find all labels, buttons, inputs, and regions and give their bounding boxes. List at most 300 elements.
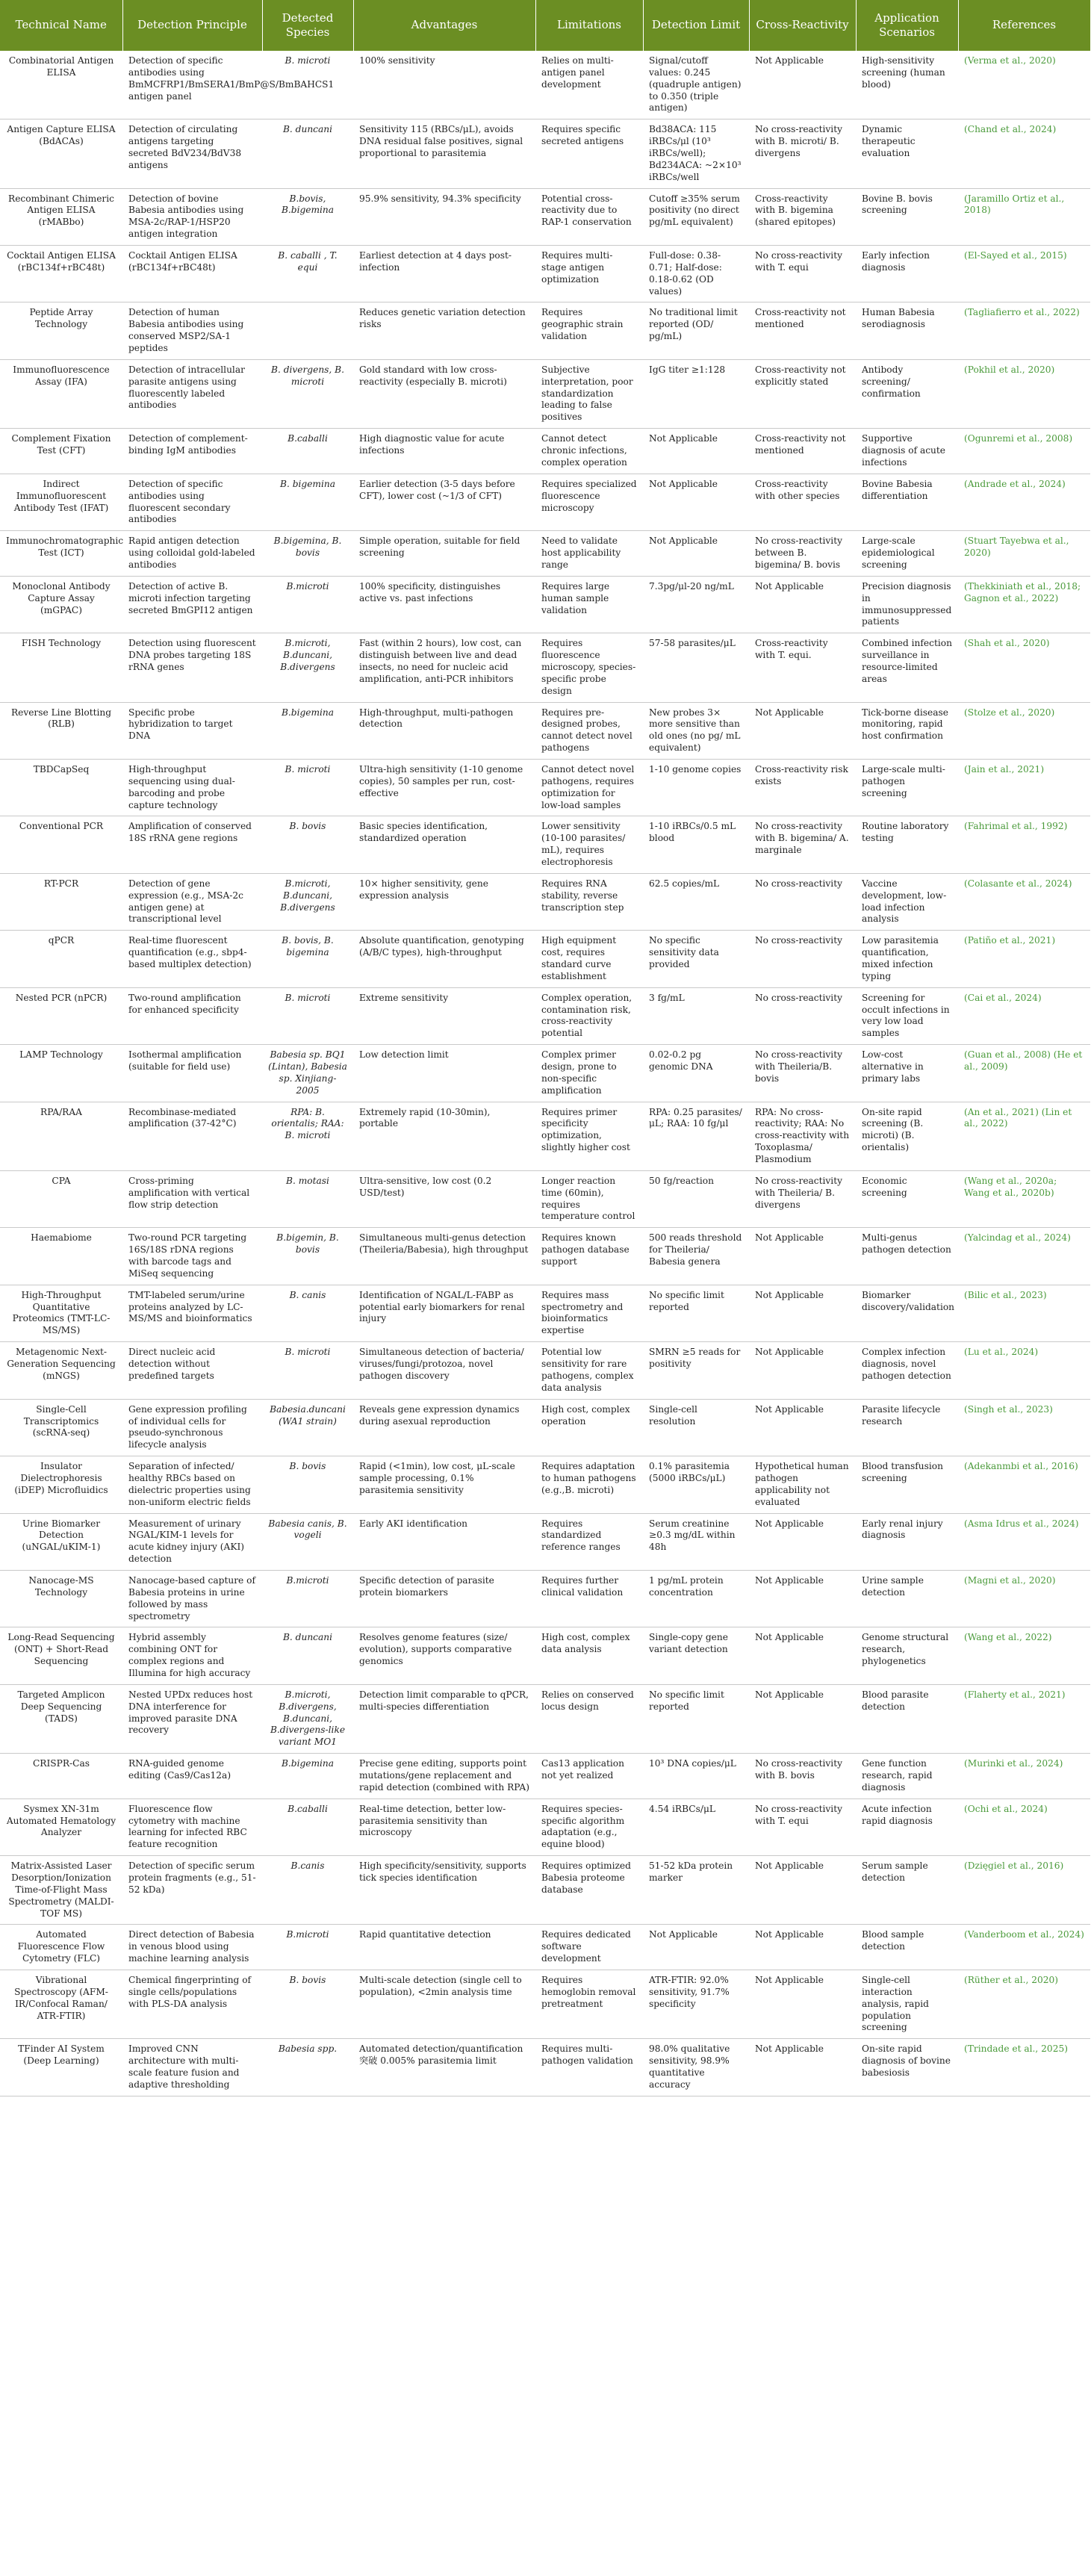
limitations-cell: Requires hemoglobin removal pretreatment: [535, 1970, 643, 2039]
detected-species-cell: B. microti: [262, 759, 353, 816]
table-row: [0, 1513, 1090, 1570]
cross-reactivity-cell: Not Applicable: [749, 1342, 856, 1399]
table-row: [0, 633, 1090, 702]
advantages-cell: Earliest detection at 4 days post-infection: [353, 246, 535, 302]
detection-limit-cell: Single-cell resolution: [643, 1399, 749, 1456]
detection-limit-cell: Full-dose: 0.38-0.71; Half-dose: 0.18-0.62 (OD values): [643, 246, 749, 302]
reference-link[interactable]: (Verma et al., 2020): [958, 51, 1090, 120]
application-scenarios-cell: Supportive diagnosis of acute infections: [856, 429, 958, 474]
detection-limit-cell: 3 fg/mL: [643, 987, 749, 1044]
technical-name-cell: Matrix-Assisted Laser Desorption/Ionization Time-of-Flight Mass Spectrometry (MALDI-TOF MS): [0, 1856, 122, 1925]
detected-species-cell: B.microti: [262, 1570, 353, 1627]
reference-link[interactable]: (Andrade et al., 2024): [958, 474, 1090, 530]
table-row: [0, 1170, 1090, 1227]
reference-link[interactable]: (Vanderboom et al., 2024): [958, 1925, 1090, 1970]
application-scenarios-cell: Bovine B. bovis screening: [856, 188, 958, 245]
header-limitations: Limitations: [535, 0, 643, 51]
limitations-cell: High cost, complex data analysis: [535, 1627, 643, 1684]
detected-species-cell: Babesia sp. BQ1 (Lintan), Babesia sp. Xinjiang-2005: [262, 1045, 353, 1102]
reference-link[interactable]: (Stuart Tayebwa et al., 2020): [958, 531, 1090, 577]
advantages-cell: Reveals gene expression dynamics during asexual reproduction: [353, 1399, 535, 1456]
table-header-row: [0, 0, 1090, 51]
detection-principle-cell: Measurement of urinary NGAL/KIM-1 levels for acute kidney injury (AKI) detection: [122, 1513, 262, 1570]
detected-species-cell: B.bigemina: [262, 702, 353, 759]
detection-limit-cell: ATR-FTIR: 92.0% sensitivity, 91.7% specificity: [643, 1970, 749, 2039]
header-references: References: [958, 0, 1090, 51]
detected-species-cell: RPA: B. orientalis; RAA: B. microti: [262, 1102, 353, 1170]
limitations-cell: Requires known pathogen database support: [535, 1228, 643, 1285]
reference-link[interactable]: (Dzięgiel et al., 2016): [958, 1856, 1090, 1925]
technical-name-cell: Reverse Line Blotting (RLB): [0, 702, 122, 759]
detection-principle-cell: Cross-priming amplification with vertical flow strip detection: [122, 1170, 262, 1227]
technical-name-cell: RPA/RAA: [0, 1102, 122, 1170]
reference-link[interactable]: (Shah et al., 2020): [958, 633, 1090, 702]
application-scenarios-cell: Antibody screening/ confirmation: [856, 359, 958, 428]
technical-name-cell: Recombinant Chimeric Antigen ELISA (rMABbo): [0, 188, 122, 245]
cross-reactivity-cell: Not Applicable: [749, 576, 856, 633]
advantages-cell: Real-time detection, better low-parasitemia sensitivity than microscopy: [353, 1798, 535, 1855]
detection-limit-cell: 50 fg/reaction: [643, 1170, 749, 1227]
advantages-cell: 100% sensitivity: [353, 51, 535, 120]
table-row: [0, 1925, 1090, 1970]
advantages-cell: Rapid (<1min), low cost, μL-scale sample processing, 0.1% parasitemia sensitivity: [353, 1456, 535, 1513]
detection-principle-cell: Two-round amplification for enhanced specificity: [122, 987, 262, 1044]
detection-principle-cell: Direct detection of Babesia in venous blood using machine learning analysis: [122, 1925, 262, 1970]
detected-species-cell: B.bigemin, B. bovis: [262, 1228, 353, 1285]
reference-link[interactable]: (El-Sayed et al., 2015): [958, 246, 1090, 302]
detection-principle-cell: Direct nucleic acid detection without predefined targets: [122, 1342, 262, 1399]
table-row: [0, 1456, 1090, 1513]
technical-name-cell: TFinder AI System (Deep Learning): [0, 2039, 122, 2096]
application-scenarios-cell: Biomarker discovery/validation: [856, 1285, 958, 1341]
detection-principle-cell: Detection of complement-binding IgM antibodies: [122, 429, 262, 474]
cross-reactivity-cell: Not Applicable: [749, 1925, 856, 1970]
technical-name-cell: Combinatorial Antigen ELISA: [0, 51, 122, 120]
cross-reactivity-cell: Not Applicable: [749, 1399, 856, 1456]
reference-link[interactable]: (Colasante et al., 2024): [958, 873, 1090, 930]
cross-reactivity-cell: Not Applicable: [749, 702, 856, 759]
limitations-cell: Requires geographic strain validation: [535, 302, 643, 359]
detection-limit-cell: 51-52 kDa protein marker: [643, 1856, 749, 1925]
cross-reactivity-cell: No cross-reactivity with T. equi: [749, 1798, 856, 1855]
table-row: [0, 429, 1090, 474]
detected-species-cell: B.microti, B.divergens, B.duncani, B.divergens-like variant MO1: [262, 1684, 353, 1753]
detected-species-cell: B. duncani: [262, 120, 353, 188]
reference-link[interactable]: (An et al., 2021) (Lin et al., 2022): [958, 1102, 1090, 1170]
detection-limit-cell: Cutoff ≥35% serum positivity (no direct pg/mL equivalent): [643, 188, 749, 245]
advantages-cell: Detection limit comparable to qPCR, multi-species differentiation: [353, 1684, 535, 1753]
detected-species-cell: B.microti: [262, 1925, 353, 1970]
advantages-cell: Gold standard with low cross-reactivity (especially B. microti): [353, 359, 535, 428]
detection-principle-cell: Detection of bovine Babesia antibodies using MSA-2c/RAP-1/HSP20 antigen integration: [122, 188, 262, 245]
detected-species-cell: B. bigemina: [262, 474, 353, 530]
technical-name-cell: Cocktail Antigen ELISA (rBC134f+rBC48t): [0, 246, 122, 302]
application-scenarios-cell: Screening for occult infections in very low load samples: [856, 987, 958, 1044]
technical-name-cell: RT-PCR: [0, 873, 122, 930]
reference-link[interactable]: (Murinki et al., 2024): [958, 1754, 1090, 1799]
table-row: [0, 302, 1090, 359]
limitations-cell: Requires further clinical validation: [535, 1570, 643, 1627]
detection-limit-cell: RPA: 0.25 parasites/ μL; RAA: 10 fg/μl: [643, 1102, 749, 1170]
technical-name-cell: High-Throughput Quantitative Proteomics (TMT-LC-MS/MS): [0, 1285, 122, 1341]
detection-limit-cell: SMRN ≥5 reads for positivity: [643, 1342, 749, 1399]
reference-link[interactable]: (Wang et al., 2020a; Wang et al., 2020b): [958, 1170, 1090, 1227]
advantages-cell: 100% specificity, distinguishes active vs. past infections: [353, 576, 535, 633]
advantages-cell: High specificity/sensitivity, supports tick species identification: [353, 1856, 535, 1925]
detection-limit-cell: 1-10 iRBCs/0.5 mL blood: [643, 816, 749, 873]
technical-name-cell: Immunochromatographic Test (ICT): [0, 531, 122, 577]
technical-name-cell: Complement Fixation Test (CFT): [0, 429, 122, 474]
application-scenarios-cell: On-site rapid screening (B. microti) (B. orientalis): [856, 1102, 958, 1170]
technical-name-cell: Vibrational Spectroscopy (AFM-IR/Confocal Raman/ ATR-FTIR): [0, 1970, 122, 2039]
detection-principle-cell: Rapid antigen detection using colloidal gold-labeled antibodies: [122, 531, 262, 577]
technical-name-cell: qPCR: [0, 931, 122, 987]
detection-principle-cell: Fluorescence flow cytometry with machine learning for infected RBC feature recognition: [122, 1798, 262, 1855]
reference-link[interactable]: (Flaherty et al., 2021): [958, 1684, 1090, 1753]
application-scenarios-cell: Acute infection rapid diagnosis: [856, 1798, 958, 1855]
table-row: [0, 51, 1090, 120]
limitations-cell: Requires specialized fluorescence microscopy: [535, 474, 643, 530]
advantages-cell: Fast (within 2 hours), low cost, can distinguish between live and dead insects, no need for nucleic acid amplification, anti-PCR inhibitors: [353, 633, 535, 702]
detection-principle-cell: Detection of intracellular parasite antigens using fluorescently labeled antibodies: [122, 359, 262, 428]
reference-link[interactable]: (Lu et al., 2024): [958, 1342, 1090, 1399]
application-scenarios-cell: Multi-genus pathogen detection: [856, 1228, 958, 1285]
technical-name-cell: Peptide Array Technology: [0, 302, 122, 359]
application-scenarios-cell: Routine laboratory testing: [856, 816, 958, 873]
table-row: [0, 759, 1090, 816]
table-body: [0, 51, 1090, 2096]
advantages-cell: Simultaneous detection of bacteria/ viruses/fungi/protozoa, novel pathogen discovery: [353, 1342, 535, 1399]
advantages-cell: Ultra-sensitive, low cost (0.2 USD/test): [353, 1170, 535, 1227]
detection-principle-cell: Nested UPDx reduces host DNA interference for improved parasite DNA recovery: [122, 1684, 262, 1753]
cross-reactivity-cell: Not Applicable: [749, 1970, 856, 2039]
application-scenarios-cell: Low-cost alternative in primary labs: [856, 1045, 958, 1102]
cross-reactivity-cell: Not Applicable: [749, 1856, 856, 1925]
application-scenarios-cell: Blood parasite detection: [856, 1684, 958, 1753]
detection-limit-cell: Not Applicable: [643, 474, 749, 530]
detected-species-cell: B. microti: [262, 1342, 353, 1399]
table-row: [0, 1684, 1090, 1753]
detected-species-cell: B. canis: [262, 1285, 353, 1341]
advantages-cell: Automated detection/quantification 突破 0.005% parasitemia limit: [353, 2039, 535, 2096]
reference-link[interactable]: (Tagliafierro et al., 2022): [958, 302, 1090, 359]
technical-name-cell: Monoclonal Antibody Capture Assay (mGPAC): [0, 576, 122, 633]
limitations-cell: Subjective interpretation, poor standardization leading to false positives: [535, 359, 643, 428]
detection-limit-cell: 57-58 parasites/μL: [643, 633, 749, 702]
detection-limit-cell: 62.5 copies/mL: [643, 873, 749, 930]
detection-principle-cell: TMT-labeled serum/urine proteins analyzed by LC-MS/MS and bioinformatics: [122, 1285, 262, 1341]
reference-link[interactable]: (Pokhil et al., 2020): [958, 359, 1090, 428]
detection-limit-cell: Not Applicable: [643, 1925, 749, 1970]
technical-name-cell: Single-Cell Transcriptomics (scRNA-seq): [0, 1399, 122, 1456]
advantages-cell: Ultra-high sensitivity (1-10 genome copies), 50 samples per run, cost-effective: [353, 759, 535, 816]
detection-principle-cell: Detection of active B. microti infection targeting secreted BmGPI12 antigen: [122, 576, 262, 633]
limitations-cell: Requires multi-stage antigen optimization: [535, 246, 643, 302]
reference-link[interactable]: (Magni et al., 2020): [958, 1570, 1090, 1627]
header-detection-principle: Detection Principle: [122, 0, 262, 51]
cross-reactivity-cell: Cross-reactivity with B. bigemina (shared epitopes): [749, 188, 856, 245]
limitations-cell: Requires pre-designed probes, cannot detect novel pathogens: [535, 702, 643, 759]
limitations-cell: Requires adaptation to human pathogens (e.g.,B. microti): [535, 1456, 643, 1513]
cross-reactivity-cell: Not Applicable: [749, 1513, 856, 1570]
reference-link[interactable]: (Rüther et al., 2020): [958, 1970, 1090, 2039]
table-row: [0, 531, 1090, 577]
application-scenarios-cell: Urine sample detection: [856, 1570, 958, 1627]
limitations-cell: Requires specific secreted antigens: [535, 120, 643, 188]
technical-name-cell: LAMP Technology: [0, 1045, 122, 1102]
cross-reactivity-cell: No cross-reactivity with B. microti/ B. divergens: [749, 120, 856, 188]
detection-principle-cell: Detection of specific antibodies using BmMCFRP1/BmSERA1/BmP@S/BmBAHCS1 antigen panel: [122, 51, 262, 120]
reference-link[interactable]: (Patiño et al., 2021): [958, 931, 1090, 987]
detection-limit-cell: New probes 3× more sensitive than old ones (no pg/ mL equivalent): [643, 702, 749, 759]
reference-link[interactable]: (Ogunremi et al., 2008): [958, 429, 1090, 474]
application-scenarios-cell: Parasite lifecycle research: [856, 1399, 958, 1456]
limitations-cell: Cas13 application not yet realized: [535, 1754, 643, 1799]
detected-species-cell: Babesia spp.: [262, 2039, 353, 2096]
limitations-cell: Need to validate host applicability range: [535, 531, 643, 577]
advantages-cell: Extremely rapid (10-30min), portable: [353, 1102, 535, 1170]
detected-species-cell: B.bigemina, B. bovis: [262, 531, 353, 577]
detected-species-cell: B.caballi: [262, 429, 353, 474]
header-detection-limit: Detection Limit: [643, 0, 749, 51]
detected-species-cell: B. bovis: [262, 1970, 353, 2039]
table-row: [0, 246, 1090, 302]
technical-name-cell: Automated Fluorescence Flow Cytometry (FLC): [0, 1925, 122, 1970]
limitations-cell: High cost, complex operation: [535, 1399, 643, 1456]
detected-species-cell: [262, 302, 353, 359]
technical-name-cell: Conventional PCR: [0, 816, 122, 873]
detection-limit-cell: No specific limit reported: [643, 1684, 749, 1753]
header-advantages: Advantages: [353, 0, 535, 51]
detected-species-cell: Babesia.duncani (WA1 strain): [262, 1399, 353, 1456]
limitations-cell: Complex operation, contamination risk, cross-reactivity potential: [535, 987, 643, 1044]
reference-link[interactable]: (Asma Idrus et al., 2024): [958, 1513, 1090, 1570]
cross-reactivity-cell: Not Applicable: [749, 1228, 856, 1285]
detection-limit-cell: 4.54 iRBCs/μL: [643, 1798, 749, 1855]
technical-name-cell: Targeted Amplicon Deep Sequencing (TADS): [0, 1684, 122, 1753]
detection-limit-cell: Bd38ACA: 115 iRBCs/μl (10³ iRBCs/well); Bd234ACA: ~2×10³ iRBCs/well: [643, 120, 749, 188]
limitations-cell: Potential low sensitivity for rare pathogens, complex data analysis: [535, 1342, 643, 1399]
reference-link[interactable]: (Cai et al., 2024): [958, 987, 1090, 1044]
reference-link[interactable]: (Fahrimal et al., 1992): [958, 816, 1090, 873]
detection-principle-cell: Nanocage-based capture of Babesia proteins in urine followed by mass spectrometry: [122, 1570, 262, 1627]
reference-link[interactable]: (Stolze et al., 2020): [958, 702, 1090, 759]
header-detected-species: Detected Species: [262, 0, 353, 51]
advantages-cell: Specific detection of parasite protein biomarkers: [353, 1570, 535, 1627]
table-row: [0, 1399, 1090, 1456]
technical-name-cell: Indirect Immunofluorescent Antibody Test (IFAT): [0, 474, 122, 530]
cross-reactivity-cell: No cross-reactivity with B. bigemina/ A. marginale: [749, 816, 856, 873]
advantages-cell: Identification of NGAL/L-FABP as potential early biomarkers for renal injury: [353, 1285, 535, 1341]
detection-principle-cell: Detection using fluorescent DNA probes targeting 18S rRNA genes: [122, 633, 262, 702]
detected-species-cell: B. bovis: [262, 1456, 353, 1513]
advantages-cell: Rapid quantitative detection: [353, 1925, 535, 1970]
detection-principle-cell: Separation of infected/ healthy RBCs based on dielectric properties using non-uniform electric fields: [122, 1456, 262, 1513]
advantages-cell: Multi-scale detection (single cell to population), <2min analysis time: [353, 1970, 535, 2039]
detected-species-cell: B.bigemina: [262, 1754, 353, 1799]
detected-species-cell: B. duncani: [262, 1627, 353, 1684]
detection-principle-cell: Specific probe hybridization to target DNA: [122, 702, 262, 759]
limitations-cell: Relies on conserved locus design: [535, 1684, 643, 1753]
reference-link[interactable]: (Guan et al., 2008) (He et al., 2009): [958, 1045, 1090, 1102]
advantages-cell: Extreme sensitivity: [353, 987, 535, 1044]
limitations-cell: Lower sensitivity (10-100 parasites/ mL), requires electrophoresis: [535, 816, 643, 873]
header-technical-name: Technical Name: [0, 0, 122, 51]
table-row: [0, 816, 1090, 873]
advantages-cell: 10× higher sensitivity, gene expression analysis: [353, 873, 535, 930]
limitations-cell: Requires fluorescence microscopy, species-specific probe design: [535, 633, 643, 702]
detection-limit-cell: 0.1% parasitemia (5000 iRBCs/μL): [643, 1456, 749, 1513]
detected-species-cell: B. microti: [262, 51, 353, 120]
table-row: [0, 931, 1090, 987]
application-scenarios-cell: Tick-borne disease monitoring, rapid host confirmation: [856, 702, 958, 759]
detection-principle-cell: High-throughput sequencing using dual-barcoding and probe capture technology: [122, 759, 262, 816]
application-scenarios-cell: Gene function research, rapid diagnosis: [856, 1754, 958, 1799]
detection-limit-cell: 98.0% qualitative sensitivity, 98.9% quantitative accuracy: [643, 2039, 749, 2096]
table-row: [0, 1342, 1090, 1399]
detection-principle-cell: Improved CNN architecture with multi-scale feature fusion and adaptive thresholding: [122, 2039, 262, 2096]
reference-link[interactable]: (Bilic et al., 2023): [958, 1285, 1090, 1341]
table-row: [0, 2039, 1090, 2096]
table-row: [0, 1856, 1090, 1925]
cross-reactivity-cell: No cross-reactivity: [749, 873, 856, 930]
reference-link[interactable]: (Chand et al., 2024): [958, 120, 1090, 188]
advantages-cell: Reduces genetic variation detection risks: [353, 302, 535, 359]
application-scenarios-cell: Blood transfusion screening: [856, 1456, 958, 1513]
advantages-cell: Early AKI identification: [353, 1513, 535, 1570]
application-scenarios-cell: Large-scale epidemiological screening: [856, 531, 958, 577]
advantages-cell: Simultaneous multi-genus detection (Theileria/Babesia), high throughput: [353, 1228, 535, 1285]
detection-principle-cell: Hybrid assembly combining ONT for complex regions and Illumina for high accuracy: [122, 1627, 262, 1684]
reference-link[interactable]: (Wang et al., 2022): [958, 1627, 1090, 1684]
advantages-cell: Precise gene editing, supports point mutations/gene replacement and rapid detection (combined with RPA): [353, 1754, 535, 1799]
reference-link[interactable]: (Adekanmbi et al., 2016): [958, 1456, 1090, 1513]
table-row: [0, 474, 1090, 530]
application-scenarios-cell: Low parasitemia quantification, mixed infection typing: [856, 931, 958, 987]
detection-principle-cell: Real-time fluorescent quantification (e.g., sbp4-based multiplex detection): [122, 931, 262, 987]
detection-limit-cell: No specific limit reported: [643, 1285, 749, 1341]
detection-limit-cell: Signal/cutoff values: 0.245 (quadruple antigen) to 0.350 (triple antigen): [643, 51, 749, 120]
detection-limit-cell: 0.02-0.2 pg genomic DNA: [643, 1045, 749, 1102]
technical-name-cell: Sysmex XN-31m Automated Hematology Analyzer: [0, 1798, 122, 1855]
table-row: [0, 1627, 1090, 1684]
detection-principle-cell: Detection of specific serum protein fragments (e.g., 51-52 kDa): [122, 1856, 262, 1925]
advantages-cell: Low detection limit: [353, 1045, 535, 1102]
cross-reactivity-cell: Cross-reactivity risk exists: [749, 759, 856, 816]
detected-species-cell: B. motasi: [262, 1170, 353, 1227]
cross-reactivity-cell: Not Applicable: [749, 51, 856, 120]
application-scenarios-cell: Blood sample detection: [856, 1925, 958, 1970]
reference-link[interactable]: (Thekkiniath et al., 2018; Gagnon et al., 2022): [958, 576, 1090, 633]
cross-reactivity-cell: Not Applicable: [749, 1684, 856, 1753]
table-row: [0, 576, 1090, 633]
detection-limit-cell: 7.3pg/μl-20 ng/mL: [643, 576, 749, 633]
detection-limit-cell: Single-copy gene variant detection: [643, 1627, 749, 1684]
detected-species-cell: B. microti: [262, 987, 353, 1044]
detection-principle-cell: Two-round PCR targeting 16S/18S rDNA regions with barcode tags and MiSeq sequencing: [122, 1228, 262, 1285]
application-scenarios-cell: Economic screening: [856, 1170, 958, 1227]
cross-reactivity-cell: RPA: No cross-reactivity; RAA: No cross-reactivity with Toxoplasma/ Plasmodium: [749, 1102, 856, 1170]
application-scenarios-cell: Early infection diagnosis: [856, 246, 958, 302]
table-row: [0, 1970, 1090, 2039]
detection-principle-cell: Detection of specific antibodies using fluorescent secondary antibodies: [122, 474, 262, 530]
detection-limit-cell: No traditional limit reported (OD/ pg/mL): [643, 302, 749, 359]
technical-name-cell: Nested PCR (nPCR): [0, 987, 122, 1044]
application-scenarios-cell: Complex infection diagnosis, novel pathogen detection: [856, 1342, 958, 1399]
advantages-cell: High-throughput, multi-pathogen detection: [353, 702, 535, 759]
detection-limit-cell: 1 pg/mL protein concentration: [643, 1570, 749, 1627]
table-row: [0, 1228, 1090, 1285]
technical-name-cell: Insulator Dielectrophoresis (iDEP) Microfluidics: [0, 1456, 122, 1513]
detected-species-cell: B.microti: [262, 576, 353, 633]
table-row: [0, 188, 1090, 245]
detection-principle-cell: Isothermal amplification (suitable for field use): [122, 1045, 262, 1102]
cross-reactivity-cell: No cross-reactivity with T. equi: [749, 246, 856, 302]
advantages-cell: Simple operation, suitable for field screening: [353, 531, 535, 577]
detection-principle-cell: Amplification of conserved 18S rRNA gene regions: [122, 816, 262, 873]
limitations-cell: Requires mass spectrometry and bioinformatics expertise: [535, 1285, 643, 1341]
limitations-cell: High equipment cost, requires standard curve establishment: [535, 931, 643, 987]
table-row: [0, 359, 1090, 428]
limitations-cell: Requires standardized reference ranges: [535, 1513, 643, 1570]
limitations-cell: Complex primer design, prone to non-specific amplification: [535, 1045, 643, 1102]
limitations-cell: Longer reaction time (60min), requires temperature control: [535, 1170, 643, 1227]
technical-name-cell: Metagenomic Next-Generation Sequencing (mNGS): [0, 1342, 122, 1399]
detection-limit-cell: 10³ DNA copies/μL: [643, 1754, 749, 1799]
detected-species-cell: B. divergens, B. microti: [262, 359, 353, 428]
detection-principle-cell: Gene expression profiling of individual cells for pseudo-synchronous lifecycle analysis: [122, 1399, 262, 1456]
cross-reactivity-cell: Cross-reactivity not mentioned: [749, 302, 856, 359]
limitations-cell: Requires species-specific algorithm adaptation (e.g., equine blood): [535, 1798, 643, 1855]
advantages-cell: Sensitivity 115 (RBCs/μL), avoids DNA residual false positives, signal proportional to parasitemia: [353, 120, 535, 188]
detection-principle-cell: Detection of circulating antigens targeting secreted BdV234/BdV38 antigens: [122, 120, 262, 188]
reference-link[interactable]: (Singh et al., 2023): [958, 1399, 1090, 1456]
table-row: [0, 1798, 1090, 1855]
reference-link[interactable]: (Jain et al., 2021): [958, 759, 1090, 816]
reference-link[interactable]: (Yalcindag et al., 2024): [958, 1228, 1090, 1285]
cross-reactivity-cell: Not Applicable: [749, 1570, 856, 1627]
reference-link[interactable]: (Trindade et al., 2025): [958, 2039, 1090, 2096]
application-scenarios-cell: Bovine Babesia differentiation: [856, 474, 958, 530]
application-scenarios-cell: Dynamic therapeutic evaluation: [856, 120, 958, 188]
detected-species-cell: B. bovis, B. bigemina: [262, 931, 353, 987]
technical-name-cell: CPA: [0, 1170, 122, 1227]
table-row: [0, 1285, 1090, 1341]
table-row: [0, 873, 1090, 930]
application-scenarios-cell: On-site rapid diagnosis of bovine babesiosis: [856, 2039, 958, 2096]
detected-species-cell: B.microti, B.duncani, B.divergens: [262, 633, 353, 702]
reference-link[interactable]: (Ochi et al., 2024): [958, 1798, 1090, 1855]
application-scenarios-cell: Precision diagnosis in immunosuppressed patients: [856, 576, 958, 633]
application-scenarios-cell: Combined infection surveillance in resource-limited areas: [856, 633, 958, 702]
table-row: [0, 1754, 1090, 1799]
table-row: [0, 1045, 1090, 1102]
detection-principle-cell: Detection of human Babesia antibodies using conserved MSP2/SA-1 peptides: [122, 302, 262, 359]
application-scenarios-cell: Genome structural research, phylogenetics: [856, 1627, 958, 1684]
cross-reactivity-cell: Cross-reactivity not mentioned: [749, 429, 856, 474]
detection-principle-cell: Chemical fingerprinting of single cells/populations with PLS-DA analysis: [122, 1970, 262, 2039]
detected-species-cell: B. caballi , T. equi: [262, 246, 353, 302]
advantages-cell: 95.9% sensitivity, 94.3% specificity: [353, 188, 535, 245]
technical-name-cell: Long-Read Sequencing (ONT) + Short-Read Sequencing: [0, 1627, 122, 1684]
advantages-cell: Basic species identification, standardized operation: [353, 816, 535, 873]
detection-limit-cell: Serum creatinine ≥0.3 mg/dL within 48h: [643, 1513, 749, 1570]
detected-species-cell: B.canis: [262, 1856, 353, 1925]
technical-name-cell: Nanocage-MS Technology: [0, 1570, 122, 1627]
application-scenarios-cell: Vaccine development, low-load infection analysis: [856, 873, 958, 930]
table-row: [0, 702, 1090, 759]
reference-link[interactable]: (Jaramillo Ortiz et al., 2018): [958, 188, 1090, 245]
